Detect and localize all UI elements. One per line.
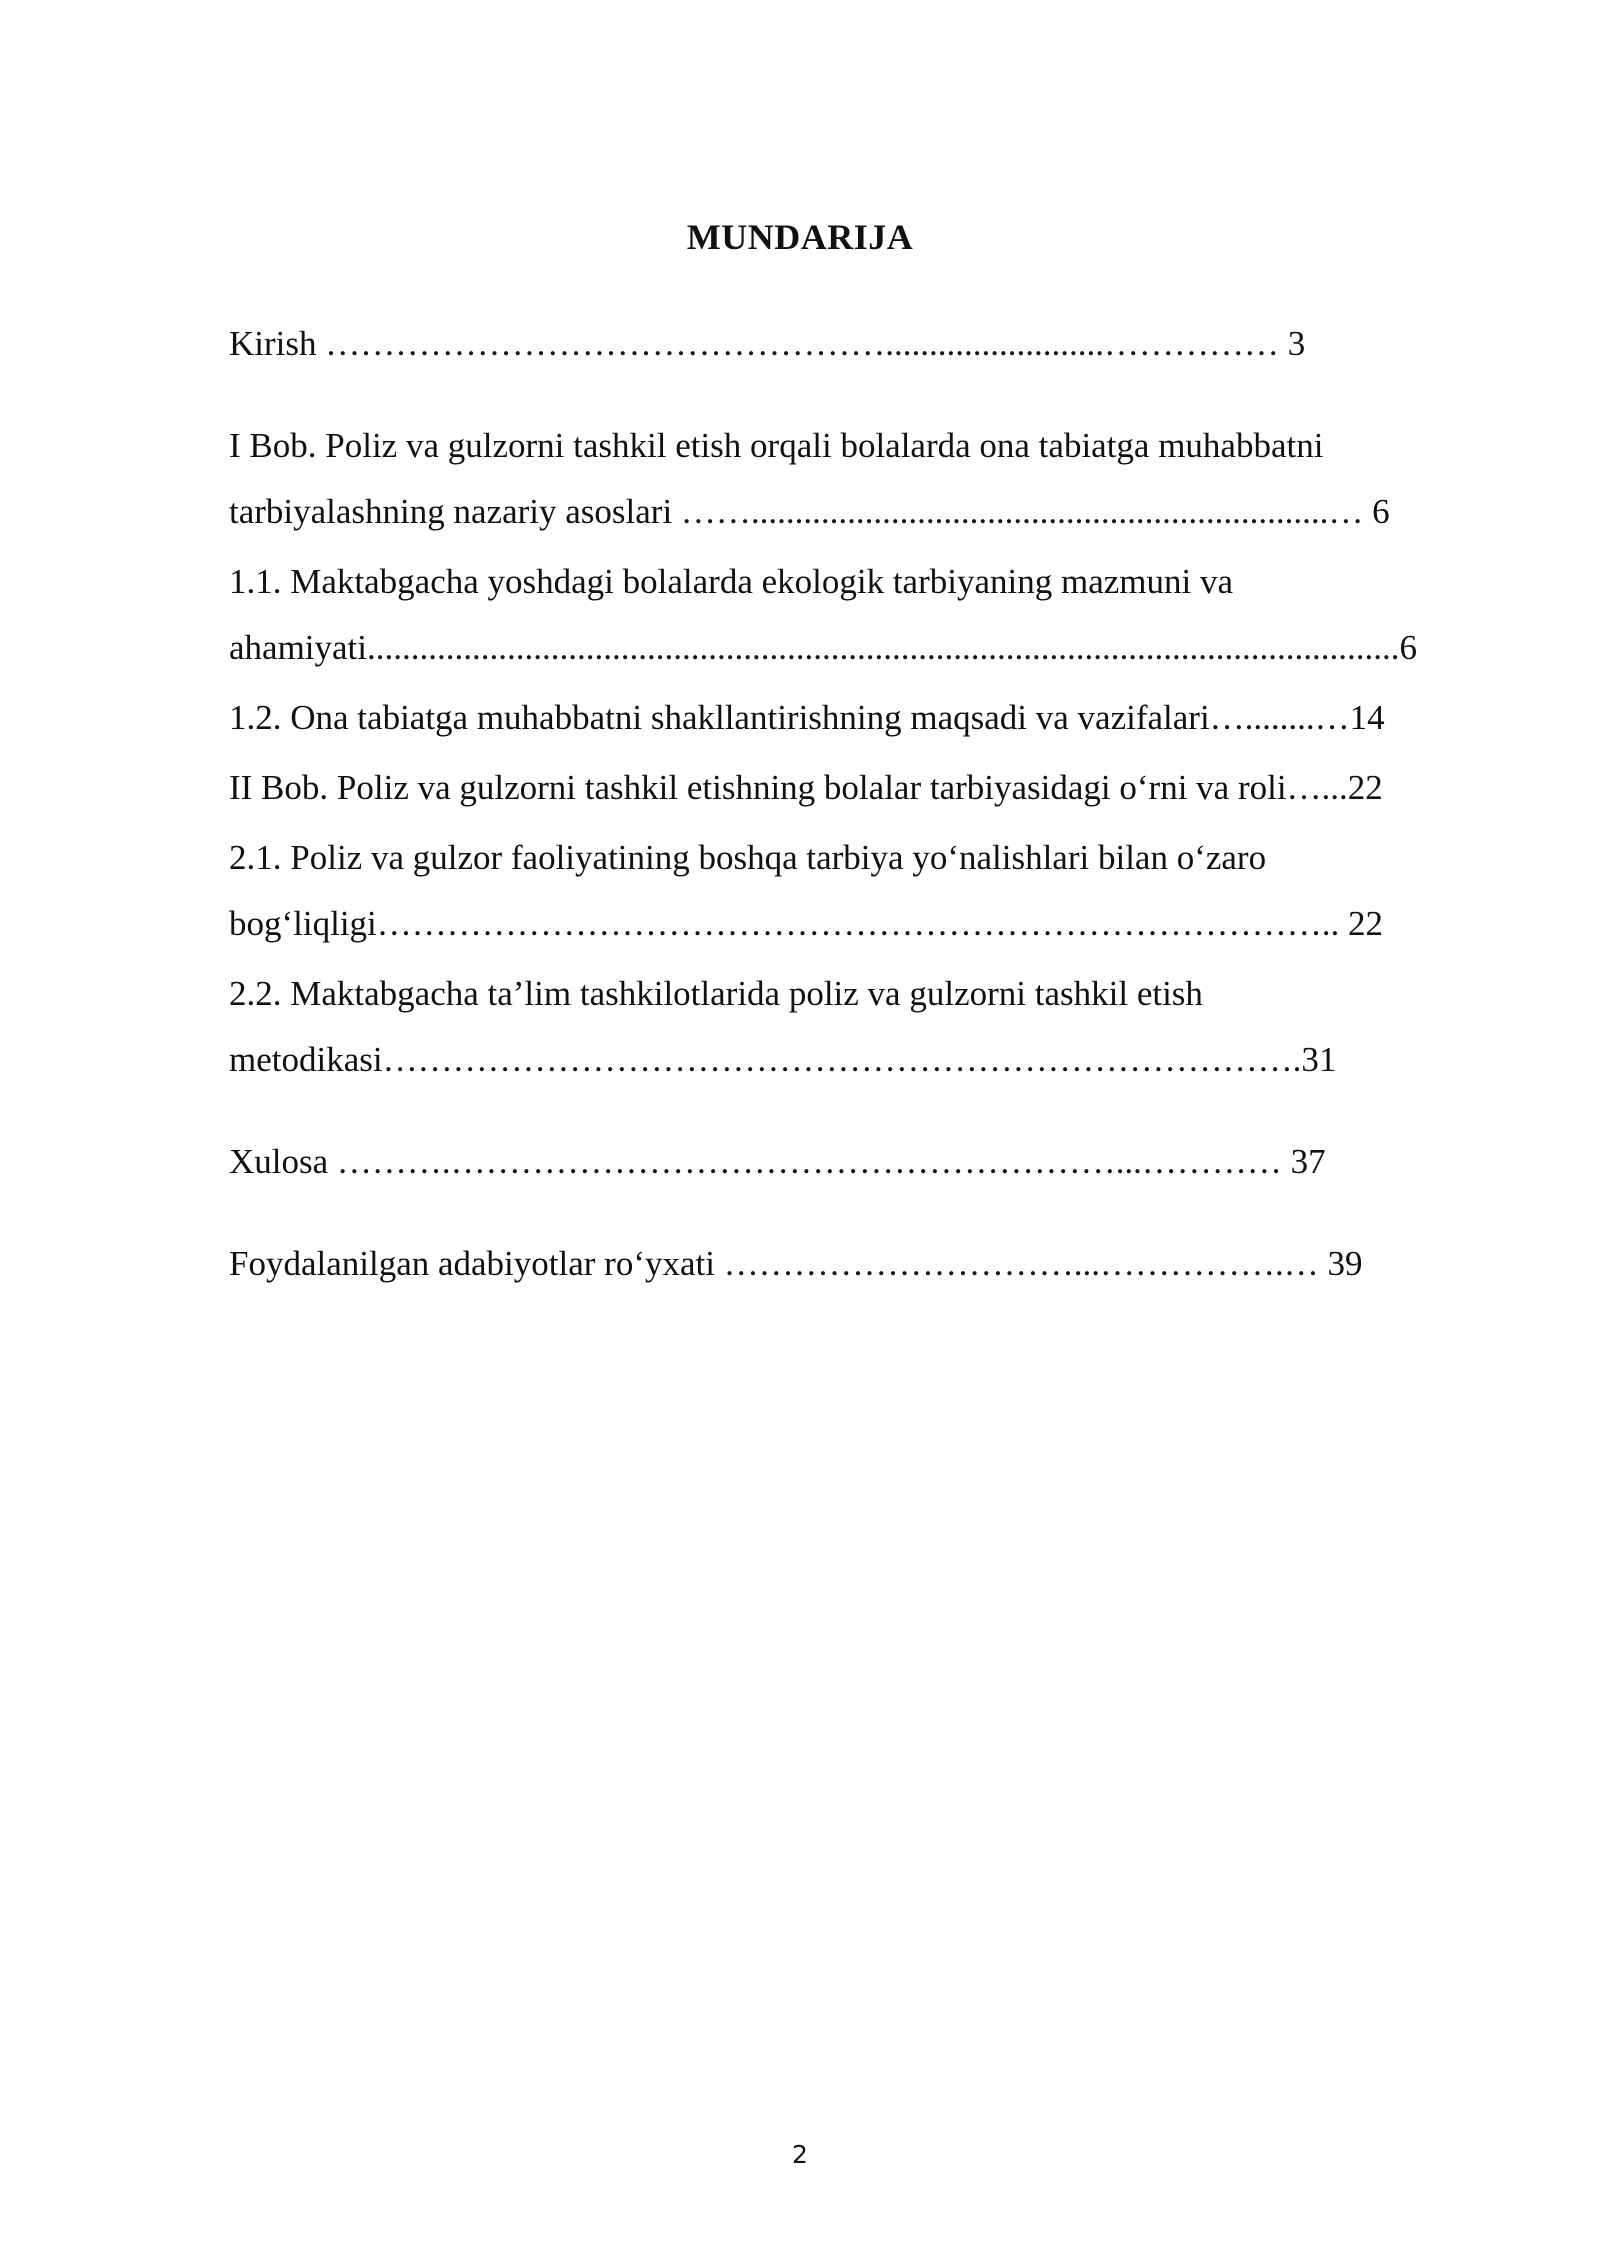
page-number: 2: [792, 2140, 808, 2169]
toc-entry-adabiyotlar: Foydalanilgan adabiyotlar ro‘yxati …………………………...…………….… 39: [229, 1244, 1363, 1283]
toc-entry-2-2-line1: 2.2. Maktabgacha ta’lim tashkilotlarida poliz va gulzorni tashkil etish: [229, 974, 1203, 1013]
toc-entry-1-1-line2: ahamiyati......................................................................................................................6: [229, 628, 1418, 667]
toc-entry-bob1-line2: tarbiyalashning nazariy asoslari ……..................................................................… 6: [229, 492, 1390, 531]
toc-entry-2-2-line2: metodikasi…………………………………………………………………….31: [229, 1040, 1337, 1079]
toc-entry-bob2: II Bob. Poliz va gulzorni tashkil etishning bolalar tarbiyasidagi o‘rni va roli…...22: [229, 768, 1383, 807]
toc-entry-xulosa: Xulosa ……….…………………………………………………...………… 37: [229, 1142, 1326, 1181]
toc-entry-1-2: 1.2. Ona tabiatga muhabbatni shakllantirishning maqsadi va vazifalari…........…14: [229, 698, 1385, 737]
page-title: MUNDARIJA: [686, 217, 914, 257]
toc-entry-bob1-line1: I Bob. Poliz va gulzorni tashkil etish orqali bolalarda ona tabiatga muhabbatni: [229, 426, 1324, 465]
toc-entry-1-1-line1: 1.1. Maktabgacha yoshdagi bolalarda ekologik tarbiyaning mazmuni va: [229, 562, 1234, 601]
toc-entry-kirish: Kirish ………………………………………….........................…………… 3: [229, 324, 1306, 363]
toc-entry-2-1-line1: 2.1. Poliz va gulzor faoliyatining boshqa tarbiya yo‘nalishlari bilan o‘zaro: [229, 838, 1267, 877]
toc-entry-2-1-line2: bog‘liqligi……………………………………………………………………….. 22: [229, 904, 1384, 943]
